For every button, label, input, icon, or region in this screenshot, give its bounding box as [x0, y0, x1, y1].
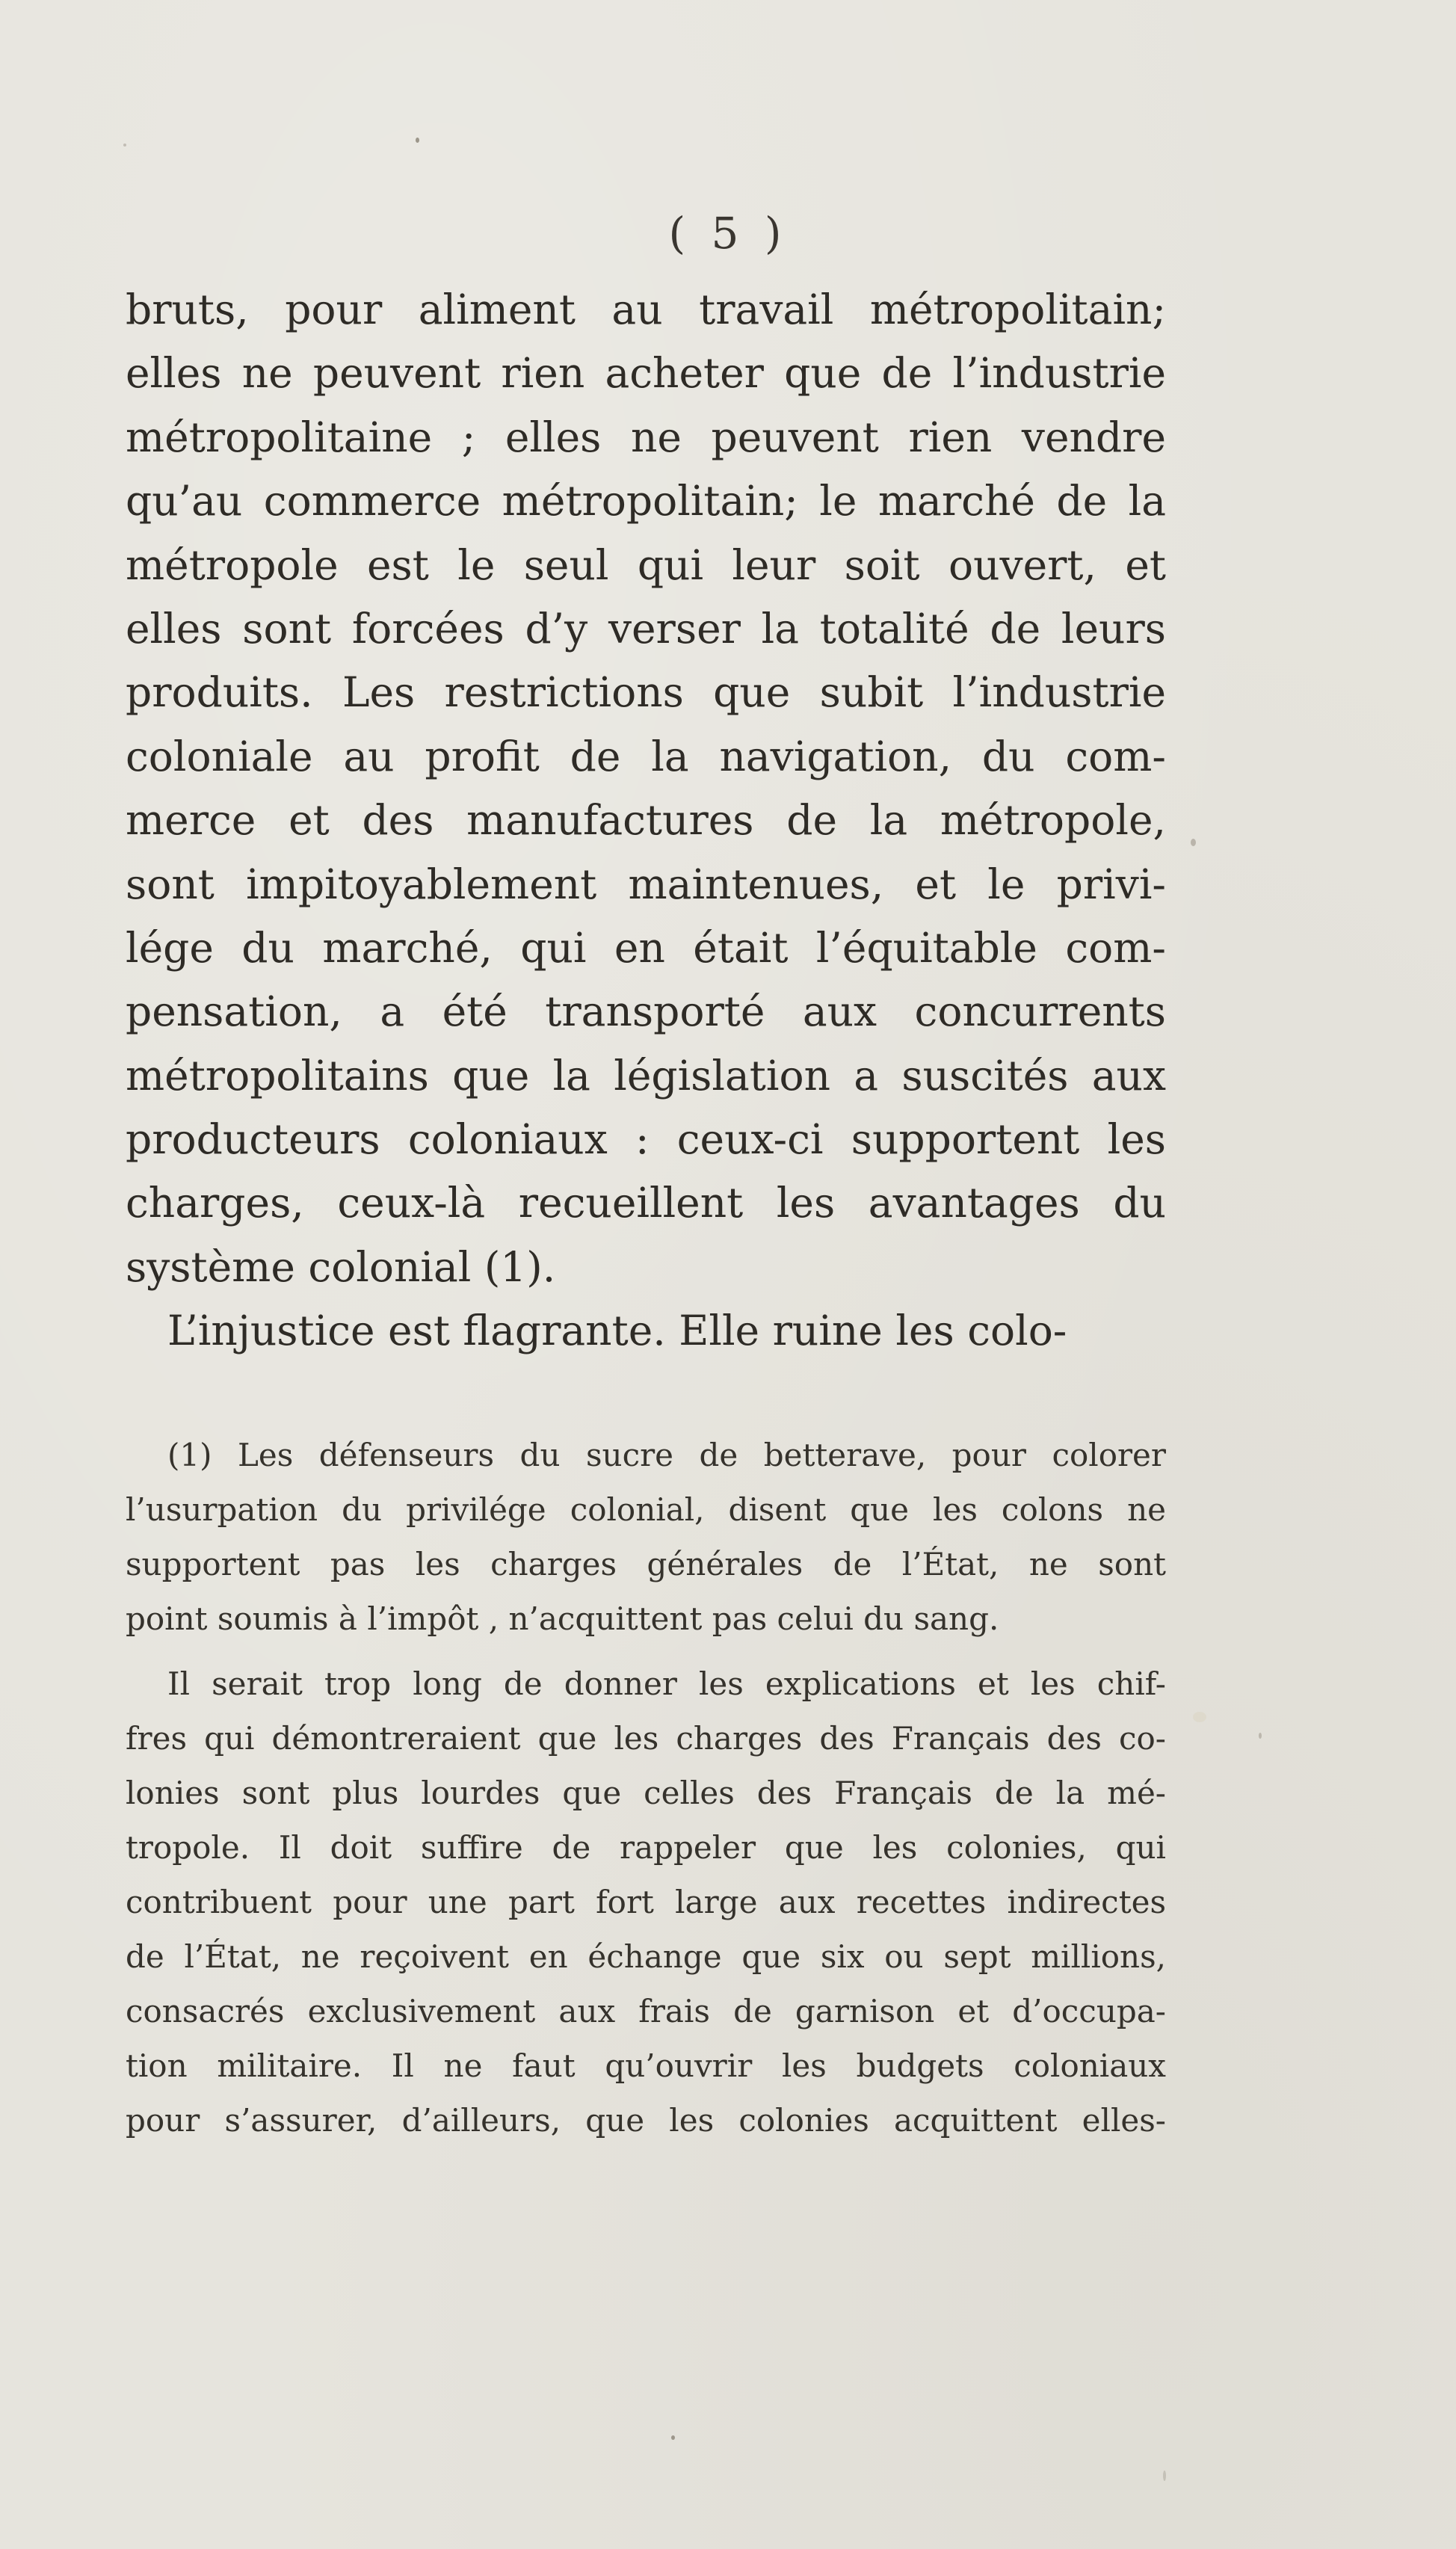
footnote-line: tropole. Il doit suffire de rappeler que les colonies, qui — [126, 1829, 1166, 1866]
footnote-line: consacrés exclusivement aux frais de garnison et d’occupa- — [126, 1993, 1166, 2029]
footnotes — [126, 1428, 1166, 2148]
text-line: métropolitains que la législation a suscités aux — [126, 1051, 1166, 1100]
paper-speck — [123, 144, 126, 147]
text-line: charges, ceux-là recueillent les avantages du — [126, 1179, 1166, 1227]
footnote-line: l’usurpation du privilége colonial, disent que les colons ne — [126, 1491, 1166, 1528]
text-line: pensation, a été transporté aux concurrents — [126, 987, 1166, 1036]
paper-speck — [1259, 1733, 1262, 1739]
paper-speck — [1193, 1712, 1206, 1722]
footnote-line: (1) Les défenseurs du sucre de betterave, pour colorer — [167, 1437, 1166, 1473]
text-line: sont impitoyablement maintenues, et le privi- — [126, 860, 1166, 908]
footnote-gap — [126, 1646, 1166, 1656]
footnote-line: lonies sont plus lourdes que celles des Français de la mé- — [126, 1775, 1166, 1811]
paper-speck — [416, 138, 419, 143]
text-line: bruts, pour aliment au travail métropolitain; — [126, 286, 1166, 333]
text-line: elles ne peuvent rien acheter que de l’industrie — [126, 349, 1166, 398]
footnote-line: Il serait trop long de donner les explications et les chif- — [167, 1665, 1166, 1702]
text-line: producteurs coloniaux : ceux-ci supportent les — [126, 1115, 1166, 1164]
footnote-line: fres qui démontreraient que les charges des Français des co- — [126, 1720, 1166, 1757]
text-line: qu’au commerce métropolitain; le marché de la — [126, 477, 1166, 525]
text-line: système colonial (1). — [126, 1242, 556, 1291]
paper-speck — [1191, 839, 1196, 846]
text-line: lége du marché, qui en était l’équitable com- — [126, 923, 1166, 972]
text-line: métropole est le seul qui leur soit ouvert, et — [126, 540, 1166, 589]
text-line: métropolitaine ; elles ne peuvent rien vendre — [126, 413, 1166, 461]
footnote-line: supportent pas les charges générales de l’État, ne sont — [126, 1546, 1166, 1582]
text-line: produits. Les restrictions que subit l’industrie — [126, 668, 1166, 717]
paper-speck — [1163, 2471, 1166, 2481]
footnote-line: point soumis à l’impôt , n’acquittent pas celui du sang. — [126, 1600, 999, 1637]
text-line: merce et des manufactures de la métropole, — [126, 796, 1166, 845]
paper-speck — [671, 2435, 675, 2440]
footnote-line: tion militaire. Il ne faut qu’ouvrir les budgets coloniaux — [126, 2047, 1166, 2084]
text-line: L’injustice est flagrante. Elle ruine les colo- — [167, 1307, 1067, 1355]
page-number: ( 5 ) — [668, 208, 788, 259]
footnote-line: contribuent pour une part fort large aux recettes indirectes — [126, 1884, 1166, 1920]
text-line: elles sont forcées d’y verser la totalité de leurs — [126, 604, 1166, 653]
text-line: coloniale au profit de la navigation, du com- — [126, 732, 1166, 780]
footnote-line: de l’État, ne reçoivent en échange que six ou sept millions, — [126, 1938, 1166, 1975]
main-text — [126, 278, 1166, 1363]
footnote-line: pour s’assurer, d’ailleurs, que les colonies acquittent elles- — [126, 2102, 1166, 2139]
